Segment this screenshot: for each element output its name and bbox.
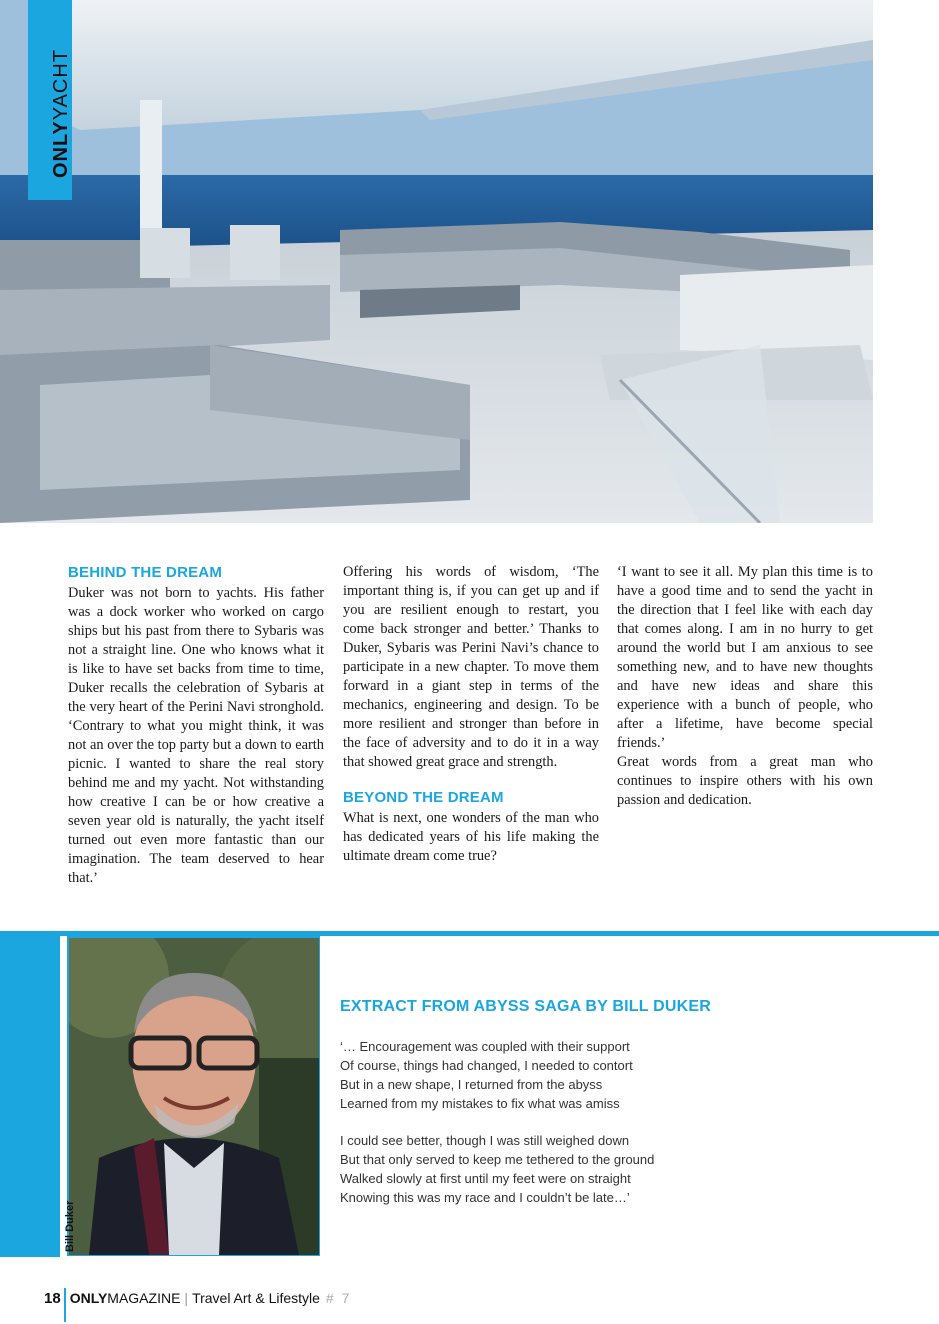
poem-line: Walked slowly at first until my feet were on straight (340, 1171, 631, 1186)
column-2-body: Offering his words of wisdom, ‘The important thing is, if you can get up and if you are resilient enough to restart, you come back stronger and better.’ Thanks to Duker, Sybaris was Perini Navi’s chance to participate in a new chapter. To move them forward in a giant step in terms of the mechanics, engineering and design. To be more resilient and stronger than before in the face of adversity and to do it in a way that showed great grace and strength. (343, 564, 599, 770)
footer-separator: | (184, 1290, 189, 1306)
poem-line: Knowing this was my race and I couldn’t be late…’ (340, 1190, 630, 1205)
poem-line: Of course, things had changed, I needed to contort (340, 1058, 633, 1073)
portrait-illustration (69, 938, 319, 1255)
extract-title: EXTRACT FROM ABYSS SAGA BY BILL DUKER (340, 998, 711, 1015)
poem-stanza-1 (340, 1037, 760, 1113)
accent-bar (0, 931, 60, 1257)
article-column-1 (68, 563, 324, 888)
footer-brand-bold: ONLY (69, 1290, 108, 1306)
behind-the-dream-heading: BEHIND THE DREAM (68, 564, 223, 581)
footer-tagline: Travel Art & Lifestyle (192, 1290, 320, 1306)
yacht-deck-photo (0, 0, 873, 523)
column-1-body: Duker was not born to yachts. His father was a dock worker who worked on cargo ships but his past from there to Sybaris was not a straight line. One who knows what it is like to have set backs from time to time, Duker recalls the celebration of Sybaris at the very heart of the Perini Navi stronghold. ‘Contrary to what you might think, it was not an over the top party but a down to earth picnic. I wanted to share the real story behind me and my yacht. Not withstanding how creative I can be or how creative a seven year old is naturally, the yacht itself turned out even more fantastic than our imagination. The team deserved to hear that.’ (68, 585, 324, 886)
column-3-body: ‘I want to see it all. My plan this time is to have a good time and to send the yacht in the direction that I feel like with each day that comes along. I am in no hurry to get around the world but I am anxious to see something new, and to have new thoughts and have new ideas and share this experience with a bunch of people, who after a lifetime, have become special friends.’ (617, 564, 873, 751)
poem-line: But that only served to keep me tethered to the ground (340, 1152, 655, 1167)
column-2-body-2: What is next, one wonders of the man who has dedicated years of his life making the ultimate dream come true? (343, 810, 599, 864)
beyond-the-dream-heading: BEYOND THE DREAM (343, 789, 504, 806)
section-tab-label: ONLYYACHT (50, 48, 72, 178)
poem-line: I could see better, though I was still weighed down (340, 1133, 630, 1148)
issue-number: # 7 (325, 1290, 352, 1306)
article-column-3 (617, 563, 873, 810)
footer-divider (64, 1288, 66, 1322)
poem-stanza-2 (340, 1131, 760, 1207)
author-portrait (69, 938, 319, 1255)
poem-line: But in a new shape, I returned from the abyss (340, 1077, 603, 1092)
photo-caption: Bill Duker (64, 1200, 76, 1252)
poem-line: Learned from my mistakes to fix what was amiss (340, 1096, 620, 1111)
column-3-body-2: Great words from a great man who continues to inspire others with his own passion and dedication. (617, 754, 873, 808)
article-column-2 (343, 563, 599, 866)
poem-line: ‘… Encouragement was coupled with their support (340, 1039, 630, 1054)
page-footer (44, 1290, 351, 1324)
yacht-deck-illustration (0, 0, 873, 523)
footer-brand-light: MAGAZINE (107, 1290, 181, 1306)
page-number: 18 (44, 1290, 61, 1307)
